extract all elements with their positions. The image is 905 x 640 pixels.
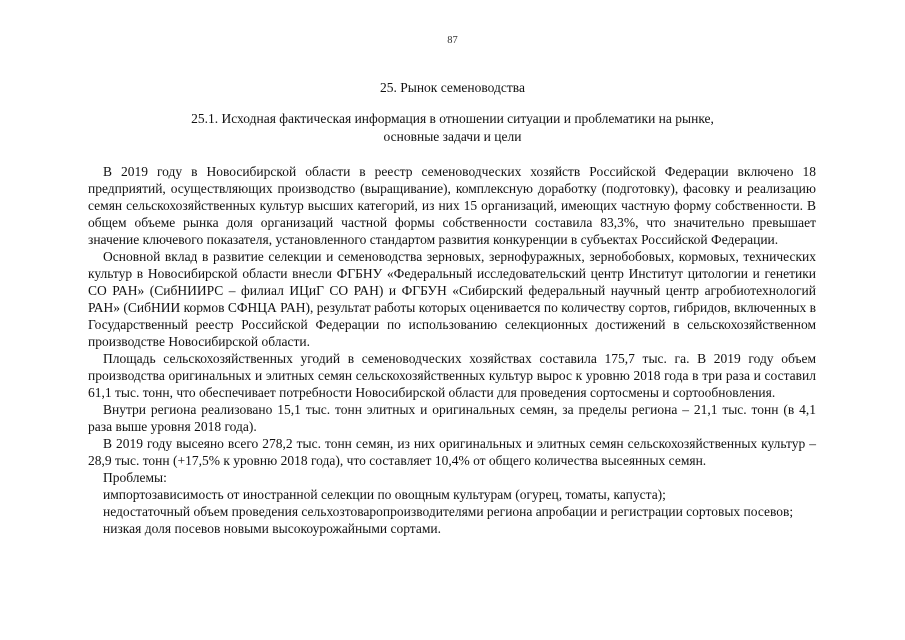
section-title: 25. Рынок семеноводства xyxy=(380,80,525,95)
problem-item: недостаточный объем проведения сельхозтоваропроизводителями региона апробации и регистрации сортовых посевов; xyxy=(103,504,794,519)
subsection-title-line-1: 25.1. Исходная фактическая информация в отношении ситуации и проблематики на рынке, xyxy=(191,111,714,126)
page-number: 87 xyxy=(447,35,458,46)
paragraph-area: Площадь сельскохозяйственных угодий в семеноводческих хозяйствах составила 175,7 тыс. га. В 2019 году объем производства оригинальных и элитных семян сельскохозяйственных культур вырос к уровню 2018 года в три раза и составил 61,1 тыс. тонн, что обеспечивает потребности Новосибирской области для проведения сортосмены и сортообновления. xyxy=(88,351,816,400)
subsection-title xyxy=(150,110,755,145)
paragraph-sales: Внутри региона реализовано 15,1 тыс. тонн элитных и оригинальных семян, за пределы региона – 21,1 тыс. тонн (в 4,1 раза выше уровня 2018 года). xyxy=(88,402,816,434)
paragraph-registry: В 2019 году в Новосибирской области в реестр семеноводческих хозяйств Российской Федерации включено 18 предприятий, осуществляющих производство (выращивание), комплексную доработку (подготовку), фасовку и реализацию семян сельскохозяйственных культур высших категорий, из них 15 организаций, имеющих частную форму собственности. В общем объеме рынка доля организаций частной формы собственности составила 83,3%, что значительно превышает значение ключевого показателя, установленного стандартом развития конкуренции в субъектах Российской Федерации. xyxy=(88,164,816,247)
problems-heading: Проблемы: xyxy=(103,470,167,485)
paragraph-contribution: Основной вклад в развитие селекции и семеноводства зерновых, зернофуражных, зернобобовых, кормовых, технических культур в Новосибирской области внесли ФГБНУ «Федеральный исследовательский центр Институт цитологии и генетики СО РАН» (СибНИИРС – филиал ИЦиГ СО РАН) и ФГБУН «Сибирский федеральный научный центр агробиотехнологий РАН» (СибНИИ кормов СФНЦА РАН), результат работы которых оценивается по количеству сортов, гибридов, включенных в Государственный реестр Российской Федерации по использованию селекционных достижений в сельскохозяйственном производстве Новосибирской области. xyxy=(88,249,816,349)
paragraph-sown: В 2019 году высеяно всего 278,2 тыс. тонн семян, из них оригинальных и элитных семян сельскохозяйственных культур – 28,9 тыс. тонн (+17,5% к уровню 2018 года), что составляет 10,4% от общего количества высеянных семян. xyxy=(88,436,816,468)
problem-item: низкая доля посевов новыми высокоурожайными сортами. xyxy=(103,521,441,536)
body-text xyxy=(88,163,816,537)
subsection-title-line-2: основные задачи и цели xyxy=(383,128,522,144)
problem-item: импортозависимость от иностранной селекции по овощным культурам (огурец, томаты, капуста); xyxy=(103,487,666,502)
